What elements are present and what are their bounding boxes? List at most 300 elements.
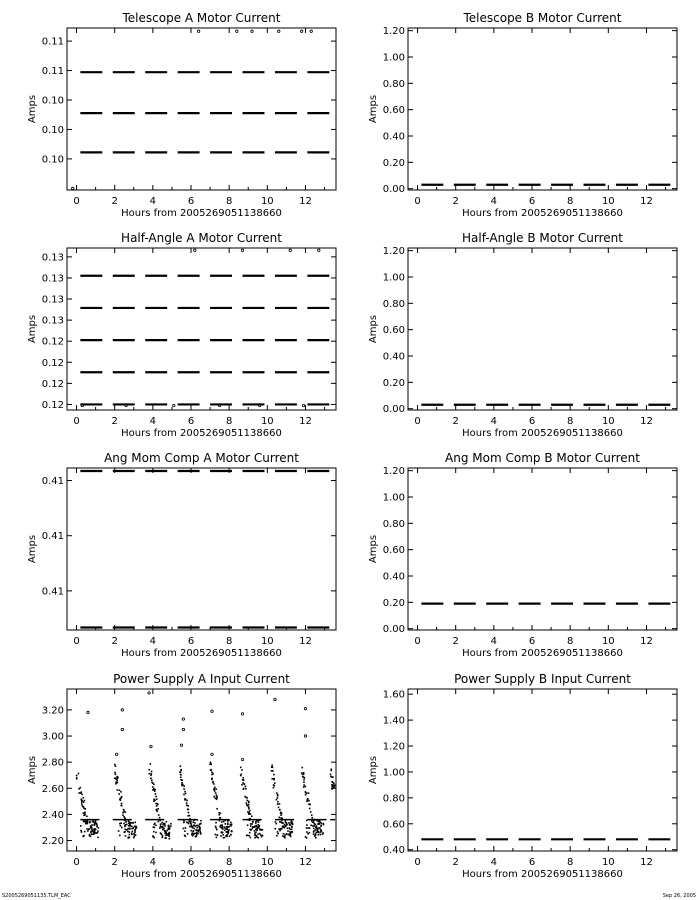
x-tick-label: 12 [299, 636, 312, 647]
data-point [277, 794, 279, 796]
data-point [331, 781, 333, 783]
data-point [309, 827, 311, 829]
data-point [248, 835, 250, 837]
plot-frame [408, 248, 677, 410]
data-point [247, 824, 249, 826]
data-point [290, 833, 292, 835]
data-outlier-point [81, 404, 83, 406]
data-point [309, 808, 311, 810]
x-tick-label: 6 [187, 196, 195, 207]
x-tick-label: 6 [187, 857, 195, 868]
data-point [249, 810, 251, 812]
y-tick-label: 0.60 [382, 325, 405, 337]
y-axis-label: Amps [368, 94, 379, 124]
data-point [170, 823, 172, 825]
chart-panel [27, 11, 336, 219]
data-point [218, 812, 220, 814]
y-tick-label: 0.00 [382, 624, 405, 636]
data-point [211, 771, 213, 773]
data-point [302, 776, 304, 778]
data-point [89, 821, 91, 823]
data-point [323, 823, 325, 825]
data-point [248, 808, 250, 810]
data-point [277, 833, 279, 835]
data-point [189, 826, 191, 828]
data-point [151, 782, 153, 784]
x-axis-label: Hours from 2005269051138660 [462, 428, 623, 439]
data-outlier-point [72, 187, 74, 189]
data-point [245, 786, 247, 788]
data-point [81, 794, 83, 796]
data-outlier-point [148, 692, 150, 694]
chart-title: Ang Mom Comp A Motor Current [104, 451, 299, 465]
data-point [84, 831, 86, 833]
data-point [199, 823, 201, 825]
data-point [134, 822, 136, 824]
data-layer [80, 471, 329, 627]
data-point [284, 837, 286, 839]
data-point [271, 766, 273, 768]
y-tick-label: 0.12 [41, 336, 64, 348]
data-point [280, 814, 282, 816]
data-point [88, 828, 90, 830]
plot-frame [67, 28, 336, 190]
data-point [96, 824, 98, 826]
x-tick-label: 2 [452, 196, 459, 207]
x-tick-label: 2 [111, 416, 118, 427]
data-point [156, 809, 158, 811]
data-point [281, 828, 283, 830]
data-point [180, 770, 182, 772]
y-tick-label: 1.20 [382, 246, 405, 258]
data-point [284, 834, 286, 836]
data-point [195, 836, 197, 838]
y-tick-label: 0.20 [382, 157, 405, 169]
data-point [192, 821, 194, 823]
data-point [291, 826, 293, 828]
data-point [115, 783, 117, 785]
data-point [91, 824, 93, 826]
data-outlier-point [258, 404, 260, 406]
data-point [274, 782, 276, 784]
data-outlier-point [310, 30, 312, 32]
data-point [123, 809, 125, 811]
data-point [225, 828, 227, 830]
data-point [305, 786, 307, 788]
data-point [115, 765, 117, 767]
data-point [85, 821, 87, 823]
data-point [97, 830, 99, 832]
data-point [84, 812, 86, 814]
data-point [84, 821, 86, 823]
data-point [193, 828, 195, 830]
data-point [96, 826, 98, 828]
data-outlier-point [318, 249, 320, 251]
data-point [243, 779, 245, 781]
y-tick-label: 1.00 [382, 767, 405, 779]
data-point [257, 826, 259, 828]
data-point [303, 773, 305, 775]
data-point [76, 777, 78, 779]
y-axis-label: Amps [27, 534, 38, 564]
data-point [279, 803, 281, 805]
data-point [160, 825, 162, 827]
x-tick-label: 10 [601, 416, 615, 427]
data-point [134, 831, 136, 833]
data-point [301, 767, 303, 769]
data-point [228, 826, 230, 828]
data-point [122, 814, 124, 816]
data-point [135, 827, 137, 829]
data-point [150, 774, 152, 776]
data-outlier-point [197, 30, 199, 32]
chart-title: Power Supply B Input Current [454, 672, 631, 686]
data-point [331, 786, 333, 788]
data-point [199, 829, 201, 831]
data-point [259, 833, 261, 835]
data-point [246, 802, 248, 804]
data-point [179, 771, 181, 773]
data-outlier-point [304, 735, 306, 737]
y-tick-label: 0.13 [41, 273, 64, 285]
data-point [220, 827, 222, 829]
y-tick-label: 0.80 [382, 78, 405, 90]
data-point [154, 790, 156, 792]
data-point [316, 825, 318, 827]
data-point [212, 773, 214, 775]
data-point [215, 822, 217, 824]
x-tick-label: 4 [490, 636, 498, 647]
y-tick-label: 2.20 [41, 836, 64, 848]
x-tick-label: 8 [566, 416, 574, 427]
plot-frame [67, 248, 336, 410]
data-outlier-point [274, 698, 276, 700]
data-point [185, 793, 187, 795]
x-tick-label: 0 [73, 196, 80, 207]
data-point [133, 833, 135, 835]
data-point [322, 833, 324, 835]
x-tick-label: 2 [111, 857, 118, 868]
data-outlier-point [125, 404, 127, 406]
data-point [330, 774, 332, 776]
data-point [215, 792, 217, 794]
data-point [291, 829, 293, 831]
data-point [334, 785, 336, 787]
data-point [274, 828, 276, 830]
data-point [320, 825, 322, 827]
chart-title: Telescope A Motor Current [122, 11, 281, 25]
data-point [97, 837, 99, 839]
data-point [124, 829, 126, 831]
data-point [227, 820, 229, 822]
x-tick-label: 6 [187, 636, 195, 647]
data-point [91, 833, 93, 835]
data-point [278, 817, 280, 819]
y-tick-label: 0.00 [382, 404, 405, 416]
data-point [333, 783, 335, 785]
data-point [245, 788, 247, 790]
data-point [154, 799, 156, 801]
data-point [134, 830, 136, 832]
data-point [215, 827, 217, 829]
data-point [81, 800, 83, 802]
data-point [167, 828, 169, 830]
data-point [229, 835, 231, 837]
data-point [303, 779, 305, 781]
data-point [122, 812, 124, 814]
data-point [306, 820, 308, 822]
chart-panel [27, 231, 336, 439]
plot-frame [408, 468, 677, 630]
chart-title: Half-Angle B Motor Current [462, 231, 623, 245]
data-point [185, 827, 187, 829]
plot-frame [408, 689, 677, 851]
x-axis-label: Hours from 2005269051138660 [462, 648, 623, 659]
data-point [120, 799, 122, 801]
plot-frame [408, 28, 677, 190]
data-point [150, 763, 152, 765]
data-point [164, 831, 166, 833]
data-point [132, 822, 134, 824]
data-point [225, 835, 227, 837]
data-point [89, 834, 91, 836]
data-point [280, 812, 282, 814]
data-point [193, 833, 195, 835]
data-point [221, 821, 223, 823]
data-point [194, 825, 196, 827]
x-tick-label: 12 [640, 196, 653, 207]
data-point [196, 832, 198, 834]
data-point [308, 800, 310, 802]
data-point [311, 817, 313, 819]
data-point [306, 824, 308, 826]
data-point [150, 777, 152, 779]
data-point [310, 811, 312, 813]
y-tick-label: 0.80 [382, 518, 405, 530]
data-point [308, 792, 310, 794]
x-tick-label: 0 [414, 416, 421, 427]
y-tick-label: 0.10 [41, 124, 64, 136]
x-tick-label: 0 [73, 857, 80, 868]
data-point [193, 830, 195, 832]
data-point [152, 789, 154, 791]
data-point [230, 822, 232, 824]
data-point [120, 825, 122, 827]
data-point [258, 837, 260, 839]
data-point [252, 821, 254, 823]
data-point [93, 831, 95, 833]
data-point [277, 831, 279, 833]
chart-panel [368, 231, 677, 439]
data-point [135, 834, 137, 836]
data-point [121, 803, 123, 805]
data-point [227, 833, 229, 835]
data-point [180, 779, 182, 781]
data-point [156, 805, 158, 807]
data-point [118, 793, 120, 795]
y-tick-label: 0.10 [41, 95, 64, 107]
data-point [164, 833, 166, 835]
y-tick-label: 1.60 [382, 689, 405, 701]
data-point [114, 772, 116, 774]
data-point [225, 823, 227, 825]
data-point [119, 789, 121, 791]
data-point [303, 781, 305, 783]
y-tick-label: 1.00 [382, 492, 405, 504]
data-point [155, 796, 157, 798]
data-point [129, 824, 131, 826]
data-point [161, 833, 163, 835]
data-point [250, 825, 252, 827]
data-point [200, 832, 202, 834]
data-point [94, 824, 96, 826]
data-point [183, 788, 185, 790]
x-tick-label: 2 [111, 636, 118, 647]
x-tick-label: 0 [414, 196, 421, 207]
data-point [188, 823, 190, 825]
y-tick-label: 0.00 [382, 184, 405, 196]
footer-date: Sep 26, 2005 [662, 893, 696, 899]
data-point [250, 829, 252, 831]
x-tick-label: 10 [260, 857, 274, 868]
data-point [246, 800, 248, 802]
data-point [228, 829, 230, 831]
data-point [273, 778, 275, 780]
data-point [305, 792, 307, 794]
data-point [216, 837, 218, 839]
data-point [115, 773, 117, 775]
data-point [132, 831, 134, 833]
data-point [320, 829, 322, 831]
y-tick-label: 0.13 [41, 315, 64, 327]
data-point [117, 776, 119, 778]
data-point [162, 824, 164, 826]
data-point [241, 784, 243, 786]
data-layer [72, 30, 330, 189]
data-point [282, 835, 284, 837]
data-point [211, 779, 213, 781]
data-point [159, 827, 161, 829]
data-point [303, 786, 305, 788]
data-point [320, 831, 322, 833]
y-axis-label: Amps [27, 314, 38, 344]
data-point [273, 774, 275, 776]
data-point [315, 837, 317, 839]
data-point [330, 768, 332, 770]
data-point [151, 773, 153, 775]
data-point [184, 791, 186, 793]
data-point [200, 820, 202, 822]
data-point [121, 805, 123, 807]
data-point [90, 826, 92, 828]
y-tick-label: 0.60 [382, 545, 405, 557]
data-point [278, 807, 280, 809]
y-tick-label: 1.20 [382, 26, 405, 38]
data-point [320, 834, 322, 836]
x-tick-label: 8 [566, 636, 574, 647]
data-point [83, 797, 85, 799]
data-point [252, 828, 254, 830]
data-point [181, 785, 183, 787]
data-point [87, 830, 89, 832]
data-point [223, 837, 225, 839]
data-point [154, 823, 156, 825]
data-point [197, 831, 199, 833]
x-tick-label: 0 [414, 857, 421, 868]
y-tick-label: 2.80 [41, 757, 64, 769]
chart-panel [27, 672, 336, 880]
data-point [190, 821, 192, 823]
data-point [332, 776, 334, 778]
data-point [186, 800, 188, 802]
data-outlier-point [194, 249, 196, 251]
data-point [320, 822, 322, 824]
data-point [292, 823, 294, 825]
data-point [153, 837, 155, 839]
chart-title: Ang Mom Comp B Motor Current [445, 451, 640, 465]
data-point [166, 821, 168, 823]
data-point [126, 829, 128, 831]
data-point [255, 829, 257, 831]
data-point [226, 831, 228, 833]
data-point [289, 828, 291, 830]
data-point [231, 823, 233, 825]
y-tick-label: 0.40 [382, 131, 405, 143]
data-outlier-point [218, 404, 220, 406]
data-point [248, 813, 250, 815]
data-point [155, 832, 157, 834]
data-outlier-point [278, 30, 280, 32]
y-tick-label: 0.13 [41, 252, 64, 264]
data-point [254, 837, 256, 839]
data-point [260, 834, 262, 836]
data-point [319, 827, 321, 829]
data-point [273, 785, 275, 787]
data-point [192, 835, 194, 837]
y-tick-label: 1.40 [382, 715, 405, 727]
data-point [183, 822, 185, 824]
data-point [314, 825, 316, 827]
data-outlier-point [211, 753, 213, 755]
x-tick-label: 2 [452, 636, 459, 647]
data-outlier-point [180, 744, 182, 746]
data-point [121, 827, 123, 829]
data-point [94, 829, 96, 831]
data-point [186, 802, 188, 804]
data-outlier-point [241, 249, 243, 251]
data-point [128, 837, 130, 839]
footer-source-filename: S2005269051135.TLM_EAC [2, 893, 71, 899]
data-point [80, 830, 82, 832]
data-point [313, 833, 315, 835]
x-tick-label: 10 [601, 196, 615, 207]
data-point [216, 808, 218, 810]
plot-frame [67, 689, 336, 851]
data-point [214, 790, 216, 792]
data-point [310, 825, 312, 827]
data-point [289, 824, 291, 826]
data-point [307, 798, 309, 800]
data-point [159, 817, 161, 819]
data-point [83, 806, 85, 808]
data-point [240, 775, 242, 777]
y-tick-label: 0.41 [41, 476, 64, 488]
data-point [242, 777, 244, 779]
data-point [125, 824, 127, 826]
data-outlier-point [241, 758, 243, 760]
data-point [180, 765, 182, 767]
x-tick-label: 2 [111, 196, 118, 207]
